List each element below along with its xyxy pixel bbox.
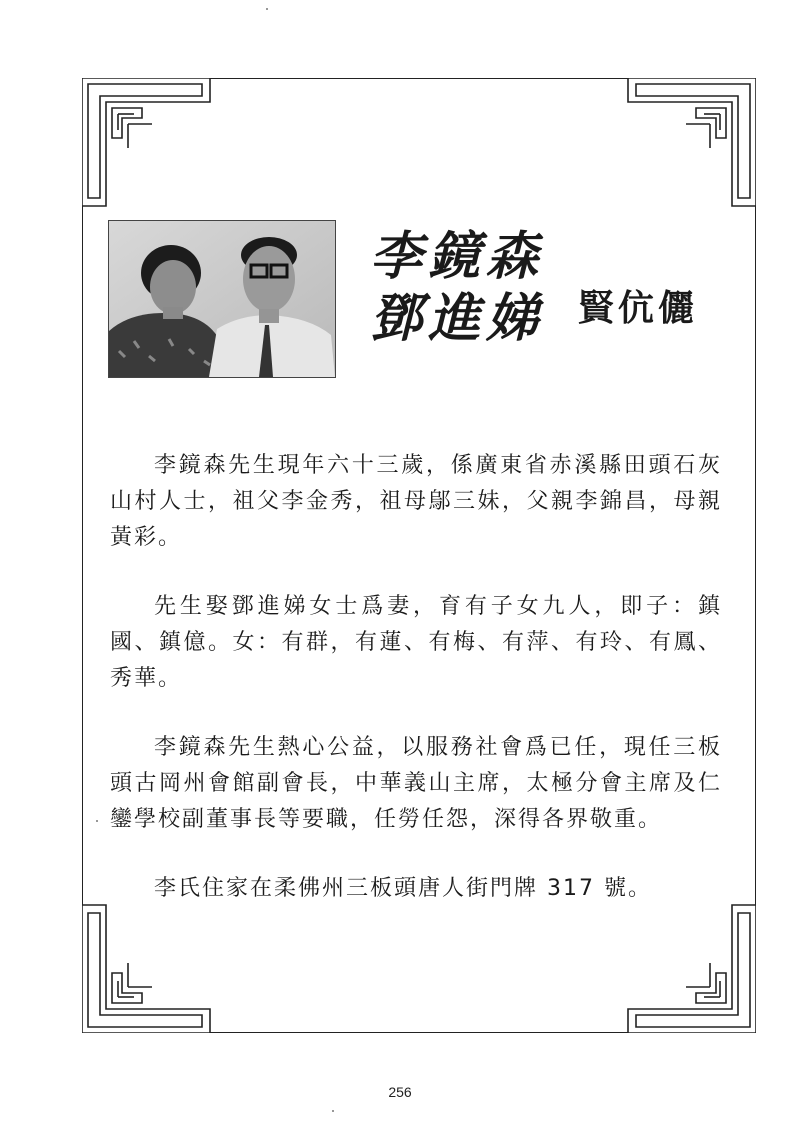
paragraph-public-service: 李鏡森先生熱心公益，以服務社會爲已任，現任三板頭古岡州會館副會長，中華義山主席，太極分會主席及仁鑾學校副董事長等要職，任勞任怨，深得各界敬重。 (110, 735, 722, 832)
couple-portrait-photo (108, 220, 336, 378)
couple-honorific: 賢伉儷 (578, 287, 699, 329)
scan-speck (266, 8, 268, 10)
paragraph-origin: 李鏡森先生現年六十三歲，係廣東省赤溪縣田頭石灰山村人士，祖父李金秀，祖母鄔三妹，父親李錦昌，母親黃彩。 (110, 453, 722, 550)
scan-speck (96, 820, 98, 822)
corner-ornament-top-right (626, 78, 756, 208)
page-number: 256 (388, 1084, 412, 1100)
honoree-names (370, 226, 570, 350)
paragraph-family: 先生娶鄧進娣女士爲妻，育有子女九人，即子：鎮國、鎮億。女：有群，有蓮、有梅、有萍、有玲、有鳳、秀華。 (110, 594, 722, 691)
corner-ornament-top-left (82, 78, 212, 208)
paragraph-residence: 李氏住家在柔佛州三板頭唐人街門牌 317 號。 (154, 876, 652, 901)
husband-name: 李鏡森 (370, 226, 545, 287)
wife-name: 鄧進娣 (370, 288, 545, 349)
biography-text (110, 448, 722, 940)
scan-speck (332, 1110, 334, 1112)
